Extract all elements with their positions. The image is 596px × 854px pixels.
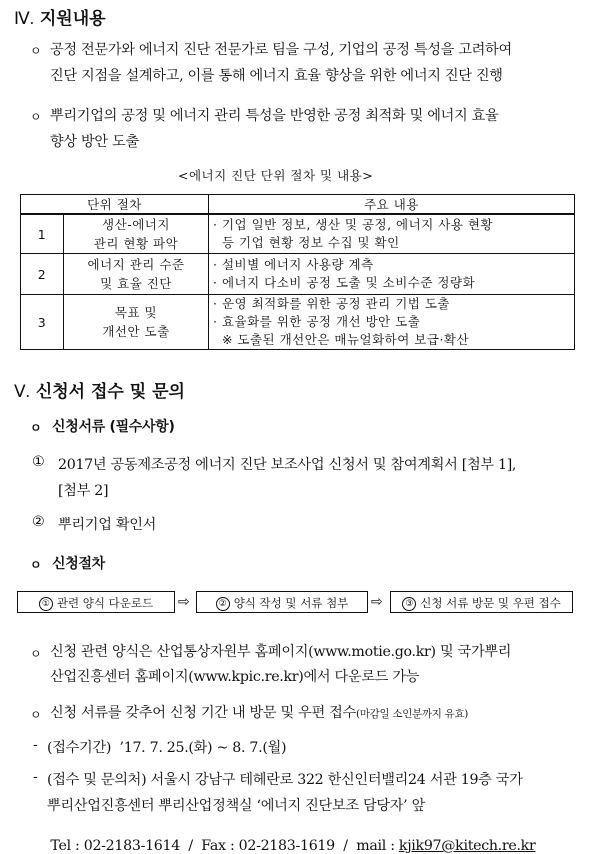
forms-info-line1: 신청 관련 양식은 산업통상자원부 홈페이지(www.motie.go.kr) 및 국가뿌리 [50,644,512,660]
content-line: · 기업 일반 정보, 생산 및 공정, 에너지 사용 현황 [213,217,494,232]
doc1-number: ① [32,454,45,470]
table-row-step [64,295,209,350]
content-line: 등 기업 현황 정보 수집 및 확인 [213,235,400,250]
table-row-step [64,214,209,254]
section4-numeral: Ⅳ. [14,9,34,28]
content-line: · 설비별 에너지 사용량 계측 [213,257,374,272]
procedure-table [20,194,575,350]
flow-step-download [17,591,175,613]
table-row [21,214,575,254]
submission-note: (마감일 소인분까지 유효) [356,708,469,720]
bullet-icon: ㅇ [30,44,42,58]
content-line: · 운영 최적화를 위한 공정 관리 기법 도출 [213,296,450,311]
submission-main: 신청 서류를 갖추어 신청 기간 내 방문 및 우편 접수 [50,705,356,721]
dash-bullet: - [33,737,38,753]
step-line: 관리 현황 파악 [93,236,179,251]
flow-step-label: 신청 서류 방문 및 우편 접수 [420,596,561,610]
table-row [21,254,575,295]
contact-line2: 뿌리산업진흥센터 뿌리산업정책실 ‘에너지 진단보조 담당자’ 앞 [47,798,426,814]
table-header-content: 주요 내용 [209,195,575,215]
bullet-icon: ㅇ [30,558,42,572]
section4-p1-line1: 공정 전문가와 에너지 진단 전문가로 팀을 구성, 기업의 공정 특성을 고려하여 [50,42,512,58]
doc1-line2: [첨부 2] [58,483,109,499]
section5-heading [14,377,185,402]
procedure-heading: 신청절차 [52,556,105,572]
contact-phone-fax: Tel : 02-2183-1614 / Fax : 02-2183-1619 / mail : [50,838,399,854]
flow-step-fill-form [196,591,368,613]
flow-step-number: ③ [402,597,416,611]
submission-info [50,702,468,722]
section4-heading [14,4,106,29]
section5-numeral: Ⅴ. [14,382,30,401]
content-line: · 효율화를 위한 공정 개선 방안 도출 [213,314,421,329]
contact-tel-line [42,822,535,854]
bullet-icon: ㅇ [30,110,42,124]
flow-step-label: 관련 양식 다운로드 [56,596,154,610]
step-line: 개선안 도출 [102,324,170,339]
arrow-right-icon: ⇨ [371,594,383,610]
table-header-row [21,195,575,215]
doc2-number: ② [32,514,45,530]
step-line: 목표 및 [114,305,158,320]
flow-step-submit [390,591,573,613]
table-row-content [209,254,575,295]
section4-p2-line1: 뿌리기업의 공정 및 에너지 관리 특성을 반영한 공정 최적화 및 에너지 효율 [50,108,499,124]
bullet-icon: ㅇ [30,708,42,722]
doc1-line1: 2017년 공동제조공정 에너지 진단 보조사업 신청서 및 참여계획서 [첨부 1], [58,457,517,473]
arrow-right-icon: ⇨ [178,594,190,610]
section4-p1-line2: 진단 지점을 설계하고, 이를 통해 에너지 효율 향상을 위한 에너지 진단 진행 [50,68,503,84]
flow-step-number: ② [216,597,230,611]
table-row-step [64,254,209,295]
section5-title: 신청서 접수 및 문의 [35,382,185,402]
bullet-icon: ㅇ [30,421,42,435]
table-caption: <에너지 진단 단위 절차 및 내용> [178,168,374,183]
content-line: · 에너지 다소비 공정 도출 및 소비수준 정량화 [213,275,476,290]
table-row-number: 3 [21,295,64,350]
step-line: 및 효율 진단 [100,276,172,291]
table-row-number: 1 [21,214,64,254]
table-row-number: 2 [21,254,64,295]
content-note: ※ 도출된 개선안은 매뉴얼화하여 보급·확산 [213,332,470,347]
email-link[interactable]: kjik97@kitech.re.kr [398,838,536,854]
step-line: 생산-에너지 [102,217,170,232]
forms-info-line2: 산업진흥센터 홈페이지(www.kpic.re.kr)에서 다운로드 가능 [50,669,420,685]
bullet-icon: ㅇ [30,647,42,661]
contact-line1: (접수 및 문의처) 서울시 강남구 테헤란로 322 한신인터밸리24 서관 19층 국가 [47,772,523,788]
step-line: 에너지 관리 수준 [87,257,185,272]
section4-title: 지원내용 [39,9,106,29]
table-row [21,295,575,350]
doc2-text: 뿌리기업 확인서 [58,517,157,533]
table-row-content [209,295,575,350]
submission-period: (접수기간) ’17. 7. 25.(화) ~ 8. 7.(월) [47,740,287,756]
flow-step-number: ① [39,597,53,611]
section4-p2-line2: 향상 방안 도출 [50,134,139,150]
flow-step-label: 양식 작성 및 서류 첨부 [233,596,349,610]
table-row-content [209,214,575,254]
dash-bullet: - [33,769,38,785]
table-header-step: 단위 절차 [21,195,209,215]
docs-heading: 신청서류 (필수사항) [52,419,175,435]
